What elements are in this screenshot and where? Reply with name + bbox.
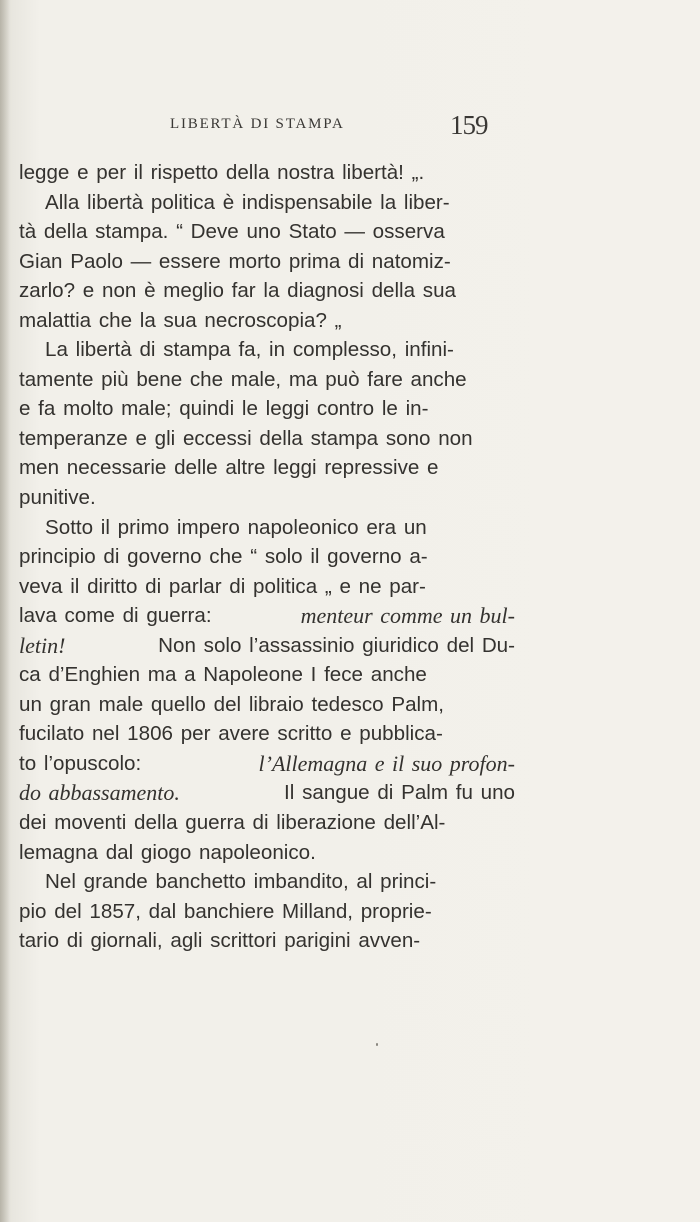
italic-title: l’Allemagna e il suo profon-: [258, 750, 515, 776]
text-line: [19, 158, 515, 188]
line-text: La libertà di stampa fa, in complesso, infini-: [45, 338, 454, 362]
line-text: dei moventi della guerra di liberazione dell’Al-: [19, 811, 446, 835]
paper-fleck: [376, 1043, 378, 1046]
line-text: Sotto il primo impero napoleonico era un: [45, 515, 427, 539]
text-line: [19, 483, 515, 513]
text-line: [19, 690, 515, 720]
text-line: [19, 926, 515, 956]
body-text: [19, 158, 515, 956]
line-text: Nel grande banchetto imbandito, al princi-: [45, 870, 437, 894]
italic-phrase: letin!: [19, 632, 66, 658]
text-line: [19, 749, 515, 779]
line-text: e fa molto male; quindi le leggi contro le in-: [19, 397, 429, 421]
page-number: 159: [450, 110, 488, 140]
running-title: LIBERTÀ DI STAMPA: [170, 116, 345, 132]
text-line: [19, 335, 515, 365]
text-line: [19, 217, 515, 247]
text-line: [19, 188, 515, 218]
line-text: tario di giornali, agli scrittori parigini avven-: [19, 929, 421, 953]
text-line: [19, 897, 515, 927]
line-text: punitive.: [19, 486, 96, 510]
italic-phrase: menteur comme un bul-: [300, 603, 515, 629]
line-text: pio del 1857, dal banchiere Milland, proprie-: [19, 899, 432, 923]
text-line: [19, 808, 515, 838]
line-text: tà della stampa. “ Deve uno Stato — osserva: [19, 220, 445, 244]
text-line: [19, 424, 515, 454]
line-text: principio di governo che “ solo il governo a-: [19, 545, 428, 569]
text-line: [19, 572, 515, 602]
line-text: un gran male quello del libraio tedesco Palm,: [19, 692, 444, 716]
line-text: men necessarie delle altre leggi repressive e: [19, 456, 439, 480]
line-text: fucilato nel 1806 per avere scritto e pubblica-: [19, 722, 443, 746]
text-line: [19, 601, 515, 631]
line-text: temperanze e gli eccessi della stampa sono non: [19, 426, 473, 450]
running-head: [0, 110, 700, 140]
text-line: [19, 778, 515, 808]
line-text: lemagna dal giogo napoleonico.: [19, 840, 316, 864]
text-line: [19, 306, 515, 336]
text-line: [19, 867, 515, 897]
text-line: [19, 719, 515, 749]
text-line: [19, 838, 515, 868]
text-line: [19, 394, 515, 424]
text-line: [19, 542, 515, 572]
line-text: tamente più bene che male, ma può fare anche: [19, 367, 467, 391]
text-line: [19, 631, 515, 661]
text-line: [19, 365, 515, 395]
line-text: malattia che la sua necroscopia? „: [19, 308, 342, 332]
line-text: Alla libertà politica è indispensabile la liber-: [45, 190, 450, 214]
line-text: veva il diritto di parlar di politica „ e ne par-: [19, 574, 426, 598]
line-text: Non solo l’assassinio giuridico del Du-: [158, 633, 515, 657]
text-line: [19, 247, 515, 277]
line-text: legge e per il rispetto della nostra libertà! „.: [19, 161, 425, 184]
spine-shadow: [0, 0, 10, 1222]
text-line: [19, 453, 515, 483]
italic-title: do abbassamento.: [19, 780, 180, 806]
line-text: to l’opuscolo:: [19, 751, 142, 775]
text-line: [19, 660, 515, 690]
line-text: ca d’Enghien ma a Napoleone I fece anche: [19, 663, 427, 687]
line-text: Il sangue di Palm fu uno: [284, 781, 515, 805]
text-line: [19, 513, 515, 543]
line-text: lava come di guerra:: [19, 604, 212, 628]
line-text: Gian Paolo — essere morto prima di natomiz-: [19, 249, 451, 273]
text-line: [19, 276, 515, 306]
line-text: zarlo? e non è meglio far la diagnosi della sua: [19, 279, 457, 303]
